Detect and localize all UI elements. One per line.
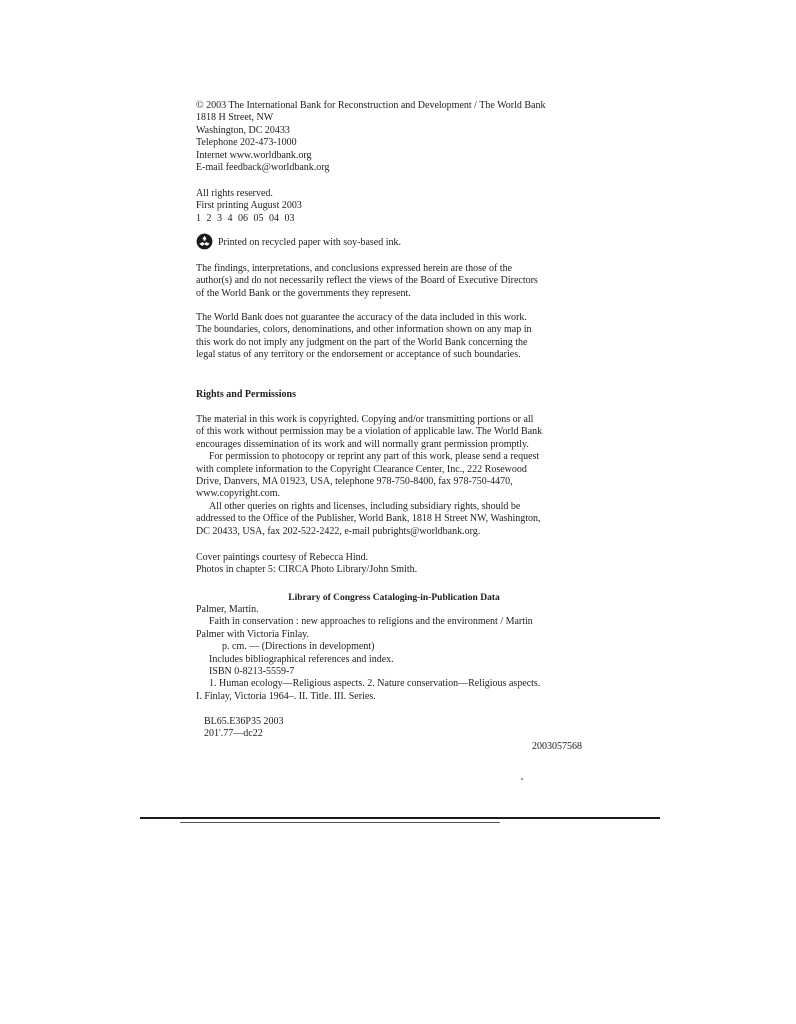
rights-para2-line: www.copyright.com. (196, 488, 281, 500)
internet: Internet www.worldbank.org (196, 149, 312, 161)
cip-record (196, 604, 592, 703)
cip-title-line: Faith in conservation : new approaches to religions and the environment / Martin (209, 616, 533, 628)
cip-dewey-number: 201'.77—dc22 (204, 728, 263, 740)
disclaimer-line: The World Bank does not guarantee the accuracy of the data included in this work. (196, 312, 527, 323)
printing-numbers: 1 2 3 4 06 05 04 03 (196, 212, 295, 224)
rights-reserved: All rights reserved. (196, 188, 273, 199)
cip-series: p. cm. — (Directions in development) (222, 641, 375, 653)
cip-classification (196, 716, 592, 741)
page-edge-rule (140, 817, 660, 819)
scan-speck (521, 778, 523, 780)
address-city: Washington, DC 20433 (196, 124, 290, 136)
rights-body (196, 414, 592, 538)
rights-para3-line: addressed to the Office of the Publisher, World Bank, 1818 H Street NW, Washington, (196, 513, 541, 525)
cip-title-line: Palmer with Victoria Finlay. (196, 628, 309, 640)
address-street: 1818 H Street, NW (196, 112, 274, 124)
rights-para1-line: encourages dissemination of its work and will normally grant permission promptly. (196, 438, 529, 450)
rights-para1-line: of this work without permission may be a violation of applicable law. The World Bank (196, 426, 543, 438)
telephone: Telephone 202-473-1000 (196, 137, 297, 149)
rights-heading: Rights and Permissions (196, 389, 297, 400)
disclaimer-views (196, 263, 592, 300)
disclaimer-line: of the World Bank or the governments they represent. (196, 287, 411, 299)
disclaimer-line: The findings, interpretations, and conclusions expressed herein are those of the (196, 263, 513, 274)
rights-para2-line: For permission to photocopy or reprint any part of this work, please send a request (209, 451, 540, 463)
email: E-mail feedback@worldbank.org (196, 162, 330, 174)
printing-block (196, 188, 592, 225)
rights-para3-line: All other queries on rights and licenses, including subsidiary rights, should be (209, 500, 521, 512)
cover-credit: Cover paintings courtesy of Rebecca Hind. (196, 552, 369, 563)
copyright-line: © 2003 The International Bank for Reconstruction and Development / The World Bank (196, 100, 546, 111)
disclaimer-line: legal status of any territory or the endorsement or acceptance of such boundaries. (196, 349, 521, 361)
disclaimer-line: this work do not imply any judgment on the part of the World Bank concerning the (196, 336, 528, 348)
disclaimer-accuracy (196, 312, 592, 362)
cip-author: Palmer, Martin. (196, 604, 259, 615)
credits-block (196, 552, 592, 577)
rights-para3-line: DC 20433, USA, fax 202-522-2422, e-mail pubrights@worldbank.org. (196, 525, 481, 537)
rights-para2-line: with complete information to the Copyright Clearance Center, Inc., 222 Rosewood (196, 463, 527, 475)
cip-subjects-line: I. Finlay, Victoria 1964–. II. Title. III. Series. (196, 690, 376, 702)
rights-para2-line: Drive, Danvers, MA 01923, USA, telephone 978-750-8400, fax 978-750-4470, (196, 476, 513, 488)
disclaimer-line: The boundaries, colors, denominations, and other information shown on any map in (196, 324, 532, 336)
cip-subjects-line: 1. Human ecology—Religious aspects. 2. Nature conservation—Religious aspects. (209, 678, 541, 690)
cip-heading: Library of Congress Cataloging-in-Publication Data (288, 593, 500, 603)
recycled-paper-note: Printed on recycled paper with soy-based ink. (218, 237, 402, 248)
page-edge-shadow (180, 822, 500, 823)
rights-para1-line: The material in this work is copyrighted. Copying and/or transmitting portions or all (196, 414, 534, 425)
cip-bibliography: Includes bibliographical references and index. (209, 653, 394, 665)
recycle-icon (196, 233, 213, 250)
copyright-block (196, 100, 592, 174)
cip-isbn: ISBN 0-8213-5559-7 (209, 666, 295, 678)
photo-credit: Photos in chapter 5: CIRCA Photo Library/John Smith. (196, 564, 418, 576)
first-printing: First printing August 2003 (196, 200, 302, 212)
cip-lccn: 2003057568 (532, 741, 582, 752)
disclaimer-line: author(s) and do not necessarily reflect the views of the Board of Executive Directors (196, 275, 538, 287)
cip-lc-number: BL65.E36P35 2003 (204, 716, 284, 727)
